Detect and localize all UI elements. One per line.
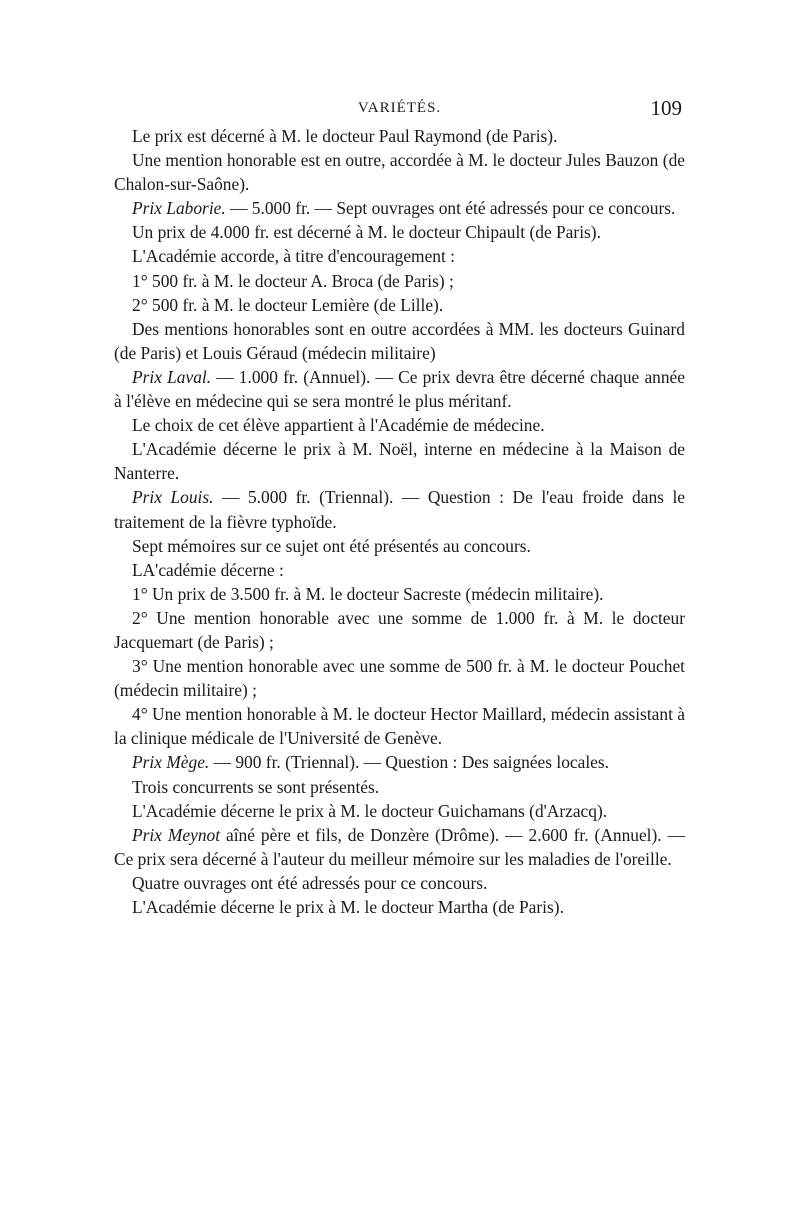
paragraph-text: L'Académie décerne le prix à M. le docteur Guichamans (d'Arzacq). (132, 800, 608, 821)
paragraph-text: — 900 fr. (Triennal). — Question : Des saignées locales. (209, 752, 610, 773)
paragraph (114, 317, 685, 365)
paragraph (114, 437, 685, 485)
paragraph-text: Sept mémoires sur ce sujet ont été présentés au concours. (132, 535, 531, 556)
paragraph-text: 3° Une mention honorable avec une somme de 500 fr. à M. le docteur Pouchet (médecin militaire) ; (114, 656, 685, 701)
paragraph (114, 293, 685, 317)
paragraph-text: aîné père et fils, de Donzère (Drôme). — 2.600 fr. (Annuel). — Ce prix sera décerné à l'auteur du meilleur mémoire sur les maladies de l'oreille. (114, 824, 685, 869)
paragraph-text: Trois concurrents se sont présentés. (132, 776, 380, 797)
paragraph-text: Le prix est décerné à M. le docteur Paul Raymond (de Paris). (132, 126, 558, 146)
page-number: 109 (650, 96, 682, 120)
paragraph-text: — 5.000 fr. — Sept ouvrages ont été adressés pour ce concours. (225, 198, 676, 219)
paragraph-text: 1° 500 fr. à M. le docteur A. Broca (de Paris) ; (132, 270, 454, 291)
running-title: VARIÉTÉS. (357, 100, 442, 116)
prize-name: Prix Laval. (132, 366, 212, 387)
paragraph-text: 1° Un prix de 3.500 fr. à M. le docteur Sacreste (médecin militaire). (132, 583, 604, 604)
paragraph-text: L'Académie décerne le prix à M. le docteur Martha (de Paris). (132, 897, 564, 917)
paragraph (114, 895, 685, 919)
paragraph-text: 2° Une mention honorable avec une somme de 1.000 fr. à M. le docteur Jacquemart (de Paris) ; (114, 607, 685, 652)
paragraph (114, 775, 685, 799)
paragraph (114, 413, 685, 437)
paragraph-text: LA'cadémie décerne : (132, 559, 284, 580)
paragraph (114, 606, 685, 654)
body-text (114, 124, 685, 919)
prize-name: Prix Mège. (132, 752, 210, 773)
paragraph-text: Une mention honorable est en outre, accordée à M. le docteur Jules Bauzon (de Chalon-sur-Saône). (114, 150, 685, 195)
paragraph-text: 2° 500 fr. à M. le docteur Lemière (de Lille). (132, 294, 444, 315)
paragraph (114, 702, 685, 750)
paragraph (114, 823, 685, 871)
paragraph (114, 871, 685, 895)
paragraph (114, 534, 685, 558)
paragraph (114, 196, 685, 220)
paragraph (114, 654, 685, 702)
page-header (113, 96, 686, 126)
paragraph-text: — 1.000 fr. (Annuel). — Ce prix devra être décerné chaque année à l'élève en médecine qui se sera montré le plus méritanf. (114, 366, 685, 412)
paragraph (114, 124, 685, 148)
paragraph-text: L'Académie décerne le prix à M. Noël, interne en médecine à la Maison de Nanterre. (114, 439, 685, 484)
paragraph (114, 365, 685, 413)
paragraph (114, 558, 685, 582)
prize-name: Prix Meynot (132, 824, 221, 845)
paragraph (114, 582, 685, 606)
paragraph (114, 485, 685, 533)
paragraph-text: Le choix de cet élève appartient à l'Académie de médecine. (132, 415, 545, 436)
paragraph-text: — 5.000 fr. (Triennal). — Question : De l'eau froide dans le traitement de la fièvre typhoïde. (114, 487, 685, 532)
paragraph-text: Des mentions honorables sont en outre accordées à MM. les docteurs Guinard (de Paris) et Louis Géraud (médecin militaire) (114, 318, 685, 363)
paragraph-text: 4° Une mention honorable à M. le docteur Hector Maillard, médecin assistant à la clinique médicale de l'Université de Genève. (114, 704, 685, 749)
paragraph (114, 148, 685, 196)
prize-name: Prix Laborie. (132, 198, 226, 219)
paragraph (114, 799, 685, 823)
paragraph-text: Un prix de 4.000 fr. est décerné à M. le docteur Chipault (de Paris). (132, 222, 601, 243)
paragraph-text: L'Académie accorde, à titre d'encouragement : (132, 246, 455, 267)
paragraph (114, 244, 685, 268)
paragraph (114, 269, 685, 293)
paragraph-text: Quatre ouvrages ont été adressés pour ce concours. (132, 872, 488, 893)
prize-name: Prix Louis. (132, 487, 214, 508)
paragraph (114, 750, 685, 774)
paragraph (114, 220, 685, 244)
